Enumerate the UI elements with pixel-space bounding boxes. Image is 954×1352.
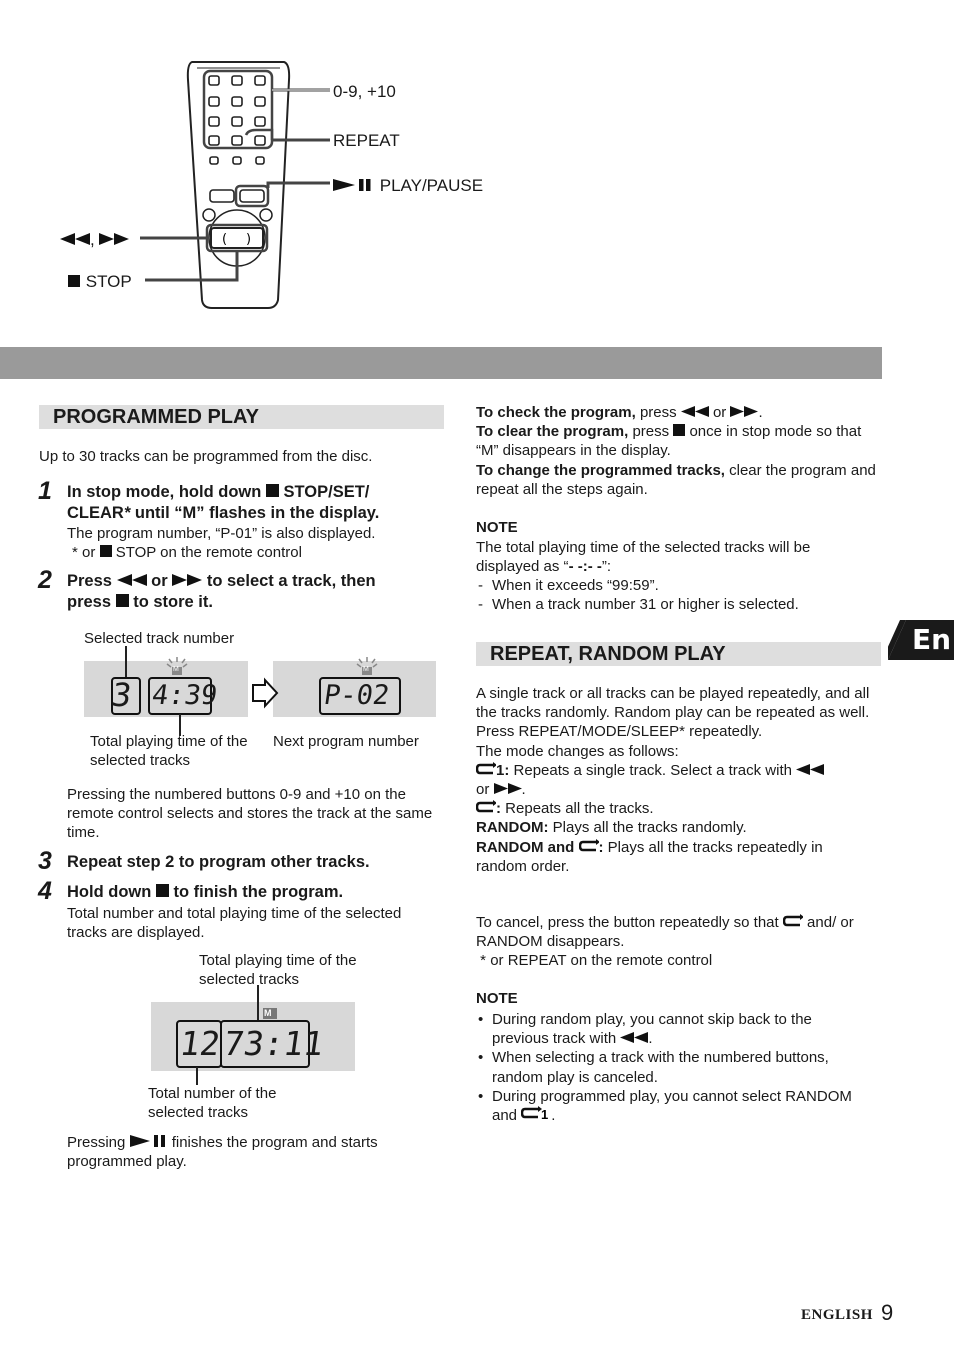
repeat-random-heading: REPEAT, RANDOM PLAY [476,642,881,666]
step-4-text: Hold down to finish the program. [67,883,344,901]
page-number: 9 [881,1300,894,1325]
lcd-program-digits: P-02 [321,680,392,711]
footer-language: ENGLISH [801,1307,873,1323]
rewind-icon [620,1032,648,1043]
step-1-text: In stop mode, hold down STOP/SET/ CLEAR* until “M” flashes in the display. [67,483,380,522]
repeat-icon [476,762,496,775]
stop-icon [68,275,81,288]
repeat-all-icon [476,800,496,813]
repeat-body: A single track or all tracks can be played repeatedly, and all the tracks randomly. Random play can be repeated as well. Press REPEAT/MODE/SLEEP* repeatedly. The mode changes as follows: 1: Repeats a single track. Select a track with or . : Repeats all the tracks. RANDOM: Plays all the tracks randomly. RANDOM and : Plays all the tracks repeatedly in random order. [476,685,870,875]
final-paragraph: Pressing finishes the program and starts programmed play. [67,1134,378,1171]
step-2-paragraph: Pressing the numbered buttons 0-9 and +10 on the remote control selects and stores the track at the same time. [67,786,433,842]
stop-icon [266,484,279,497]
lcd-m-indicator: M [173,666,179,673]
note-1-text: The total playing time of the selected tracks will be displayed as “- -:- -”: [476,539,811,576]
svg-text:1: 1 [541,1107,549,1121]
lcd-m-indicator-3: M [264,1008,272,1018]
repeat-all-icon [579,839,599,852]
note-2-item: • When selecting a track with the numbered buttons, random play is canceled. [478,1049,829,1086]
label-digits: 0-9, +10 [333,82,396,101]
label-skip-comma: , [90,230,95,249]
label-selected-track: Selected track number [84,630,235,647]
stop-icon [100,545,112,557]
label-total-number: Total number of the selected tracks [148,1085,277,1122]
svg-text:): ) [246,232,252,247]
stop-icon [673,424,685,436]
note-1-title: NOTE [476,519,518,536]
step-1-footnote: * or STOP on the remote control [72,544,302,561]
lcd-track-digit: 3 [109,676,134,714]
repeat-one-icon [521,1106,551,1120]
step-3-number: 3 [38,847,52,875]
label-stop: STOP [85,272,132,291]
note-1-item: - When it exceeds “99:59”. [478,577,659,594]
label-stop-row [68,272,132,292]
step-3-text: Repeat step 2 to program other tracks. [67,853,370,871]
repeat-all-icon [783,914,803,927]
fast-forward-icon [494,783,522,794]
lcd-time-digits: 4:39 [149,680,220,711]
program-tips: To check the program, press or . To clear the program, press once in stop mode so that “M” disappears in the display. To change the programmed tracks, clear the program and repeat all the steps again. [476,404,876,498]
label-total-time: Total playing time of the selected tracks [90,733,248,770]
label-skip-row [60,230,129,250]
step-4-sub: Total number and total playing time of the selected tracks are displayed. [67,905,402,942]
note-2-item: • During random play, you cannot skip back to the previous track with . [478,1011,812,1048]
language-tab-label: En [912,623,952,656]
label-repeat: REPEAT [333,131,400,150]
cancel-text: To cancel, press the button repeatedly so that and/ or RANDOM disappears. * or REPEAT on the remote control [476,914,854,970]
note-2-list [476,1010,871,1125]
note-2-item: • During programmed play, you cannot select RANDOM and 1 . [478,1087,852,1125]
lcd-diagram-1 [80,640,450,740]
note-1-list [476,576,876,614]
lcd-m-indicator-2: M [363,666,369,673]
label-next-program: Next program number [273,733,419,750]
rewind-icon [117,574,147,586]
rewind-icon [681,406,709,417]
fast-forward-icon [172,574,202,586]
lcd-total-number: 12 [177,1024,223,1063]
note-1-item: - When a track number 31 or higher is selected. [478,596,799,614]
step-4-number: 4 [38,877,52,905]
programmed-intro: Up to 30 tracks can be programmed from the disc. [39,448,373,465]
label-playpause: PLAY/PAUSE [379,176,484,195]
rewind-icon [60,233,90,245]
section-bar [0,347,882,379]
rewind-icon [796,764,824,775]
step-1-number: 1 [38,477,52,505]
step-1-sub: The program number, “P-01” is also displayed. [67,525,376,542]
step-2-text: Press or to select a track, then press to store it. [67,572,376,611]
svg-text:(: ( [222,232,228,247]
stop-icon [156,884,169,897]
fast-forward-icon [99,233,129,245]
programmed-play-heading: PROGRAMMED PLAY [39,405,444,429]
fast-forward-icon [730,406,758,417]
label-play-pause-row [333,176,483,196]
play-pause-icon [333,178,375,192]
note-2-title: NOTE [476,990,518,1007]
label-total-time-2: Total playing time of the selected tracks [199,952,357,989]
step-2-number: 2 [38,566,52,594]
lcd-total-time: 73:11 [221,1024,327,1063]
stop-icon [116,594,129,607]
play-pause-icon [130,1135,168,1147]
